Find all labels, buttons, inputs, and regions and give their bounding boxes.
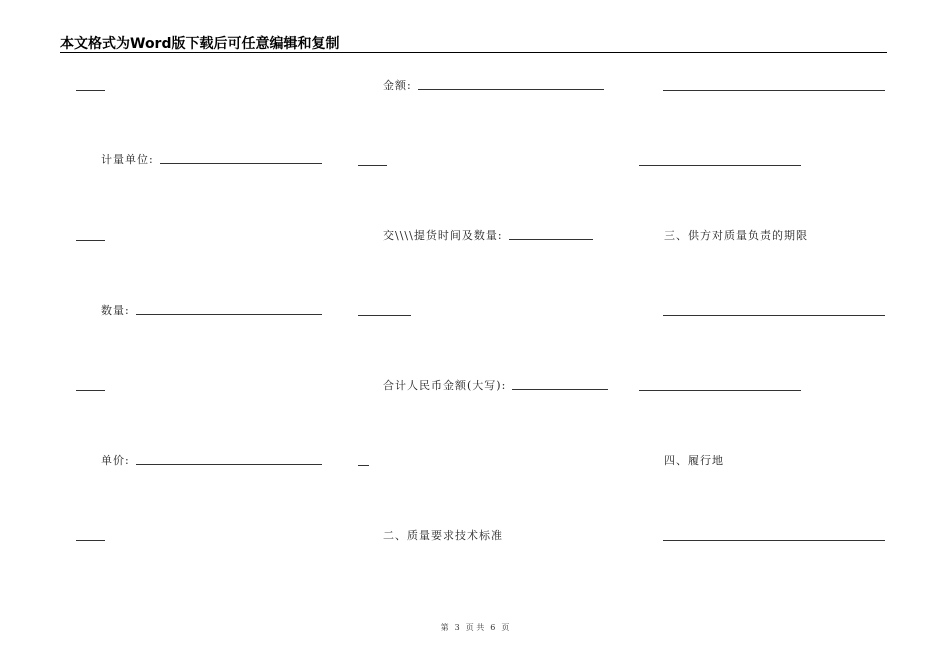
delivery-blank — [509, 239, 593, 240]
blank-line — [76, 390, 105, 391]
delivery-field — [383, 229, 593, 243]
amount-field — [383, 79, 604, 93]
footer-prefix: 第 — [440, 623, 449, 632]
blank-line — [76, 540, 105, 541]
price-blank — [136, 464, 322, 465]
blank-line — [639, 390, 801, 391]
blank-line — [76, 90, 105, 91]
blank-line — [663, 90, 885, 91]
page-footer — [0, 622, 950, 633]
section2-title: 二、质量要求技术标准 — [383, 529, 503, 542]
price-label: 单价: — [101, 454, 130, 467]
unit-blank — [160, 163, 322, 164]
delivery-label: 交\\\\提货时间及数量: — [383, 229, 503, 242]
page-number: 3 — [454, 623, 460, 632]
section3-title: 三、供方对质量负责的期限 — [664, 229, 808, 242]
blank-line — [639, 165, 801, 166]
quantity-blank — [136, 314, 322, 315]
total-blank — [512, 389, 608, 390]
footer-suffix: 页 — [501, 623, 510, 632]
blank-line — [358, 315, 411, 316]
header-divider — [60, 52, 887, 53]
page-total: 6 — [490, 623, 496, 632]
blank-line — [663, 315, 885, 316]
total-label: 合计人民币金额(大写): — [383, 379, 507, 392]
quantity-label: 数量: — [101, 304, 130, 317]
amount-blank — [418, 89, 604, 90]
unit-label: 计量单位: — [101, 153, 154, 166]
header-title: 本文格式为Word版下载后可任意编辑和复制 — [60, 36, 340, 52]
unit-field — [101, 153, 322, 167]
blank-line — [663, 540, 885, 541]
blank-line — [76, 240, 105, 241]
price-field — [101, 454, 322, 468]
quantity-field — [101, 304, 322, 318]
blank-line — [358, 165, 387, 166]
total-field — [383, 379, 608, 393]
blank-line — [358, 465, 369, 466]
section4-title: 四、履行地 — [664, 454, 724, 467]
footer-mid: 页 共 — [465, 623, 485, 632]
amount-label: 金额: — [383, 79, 412, 92]
